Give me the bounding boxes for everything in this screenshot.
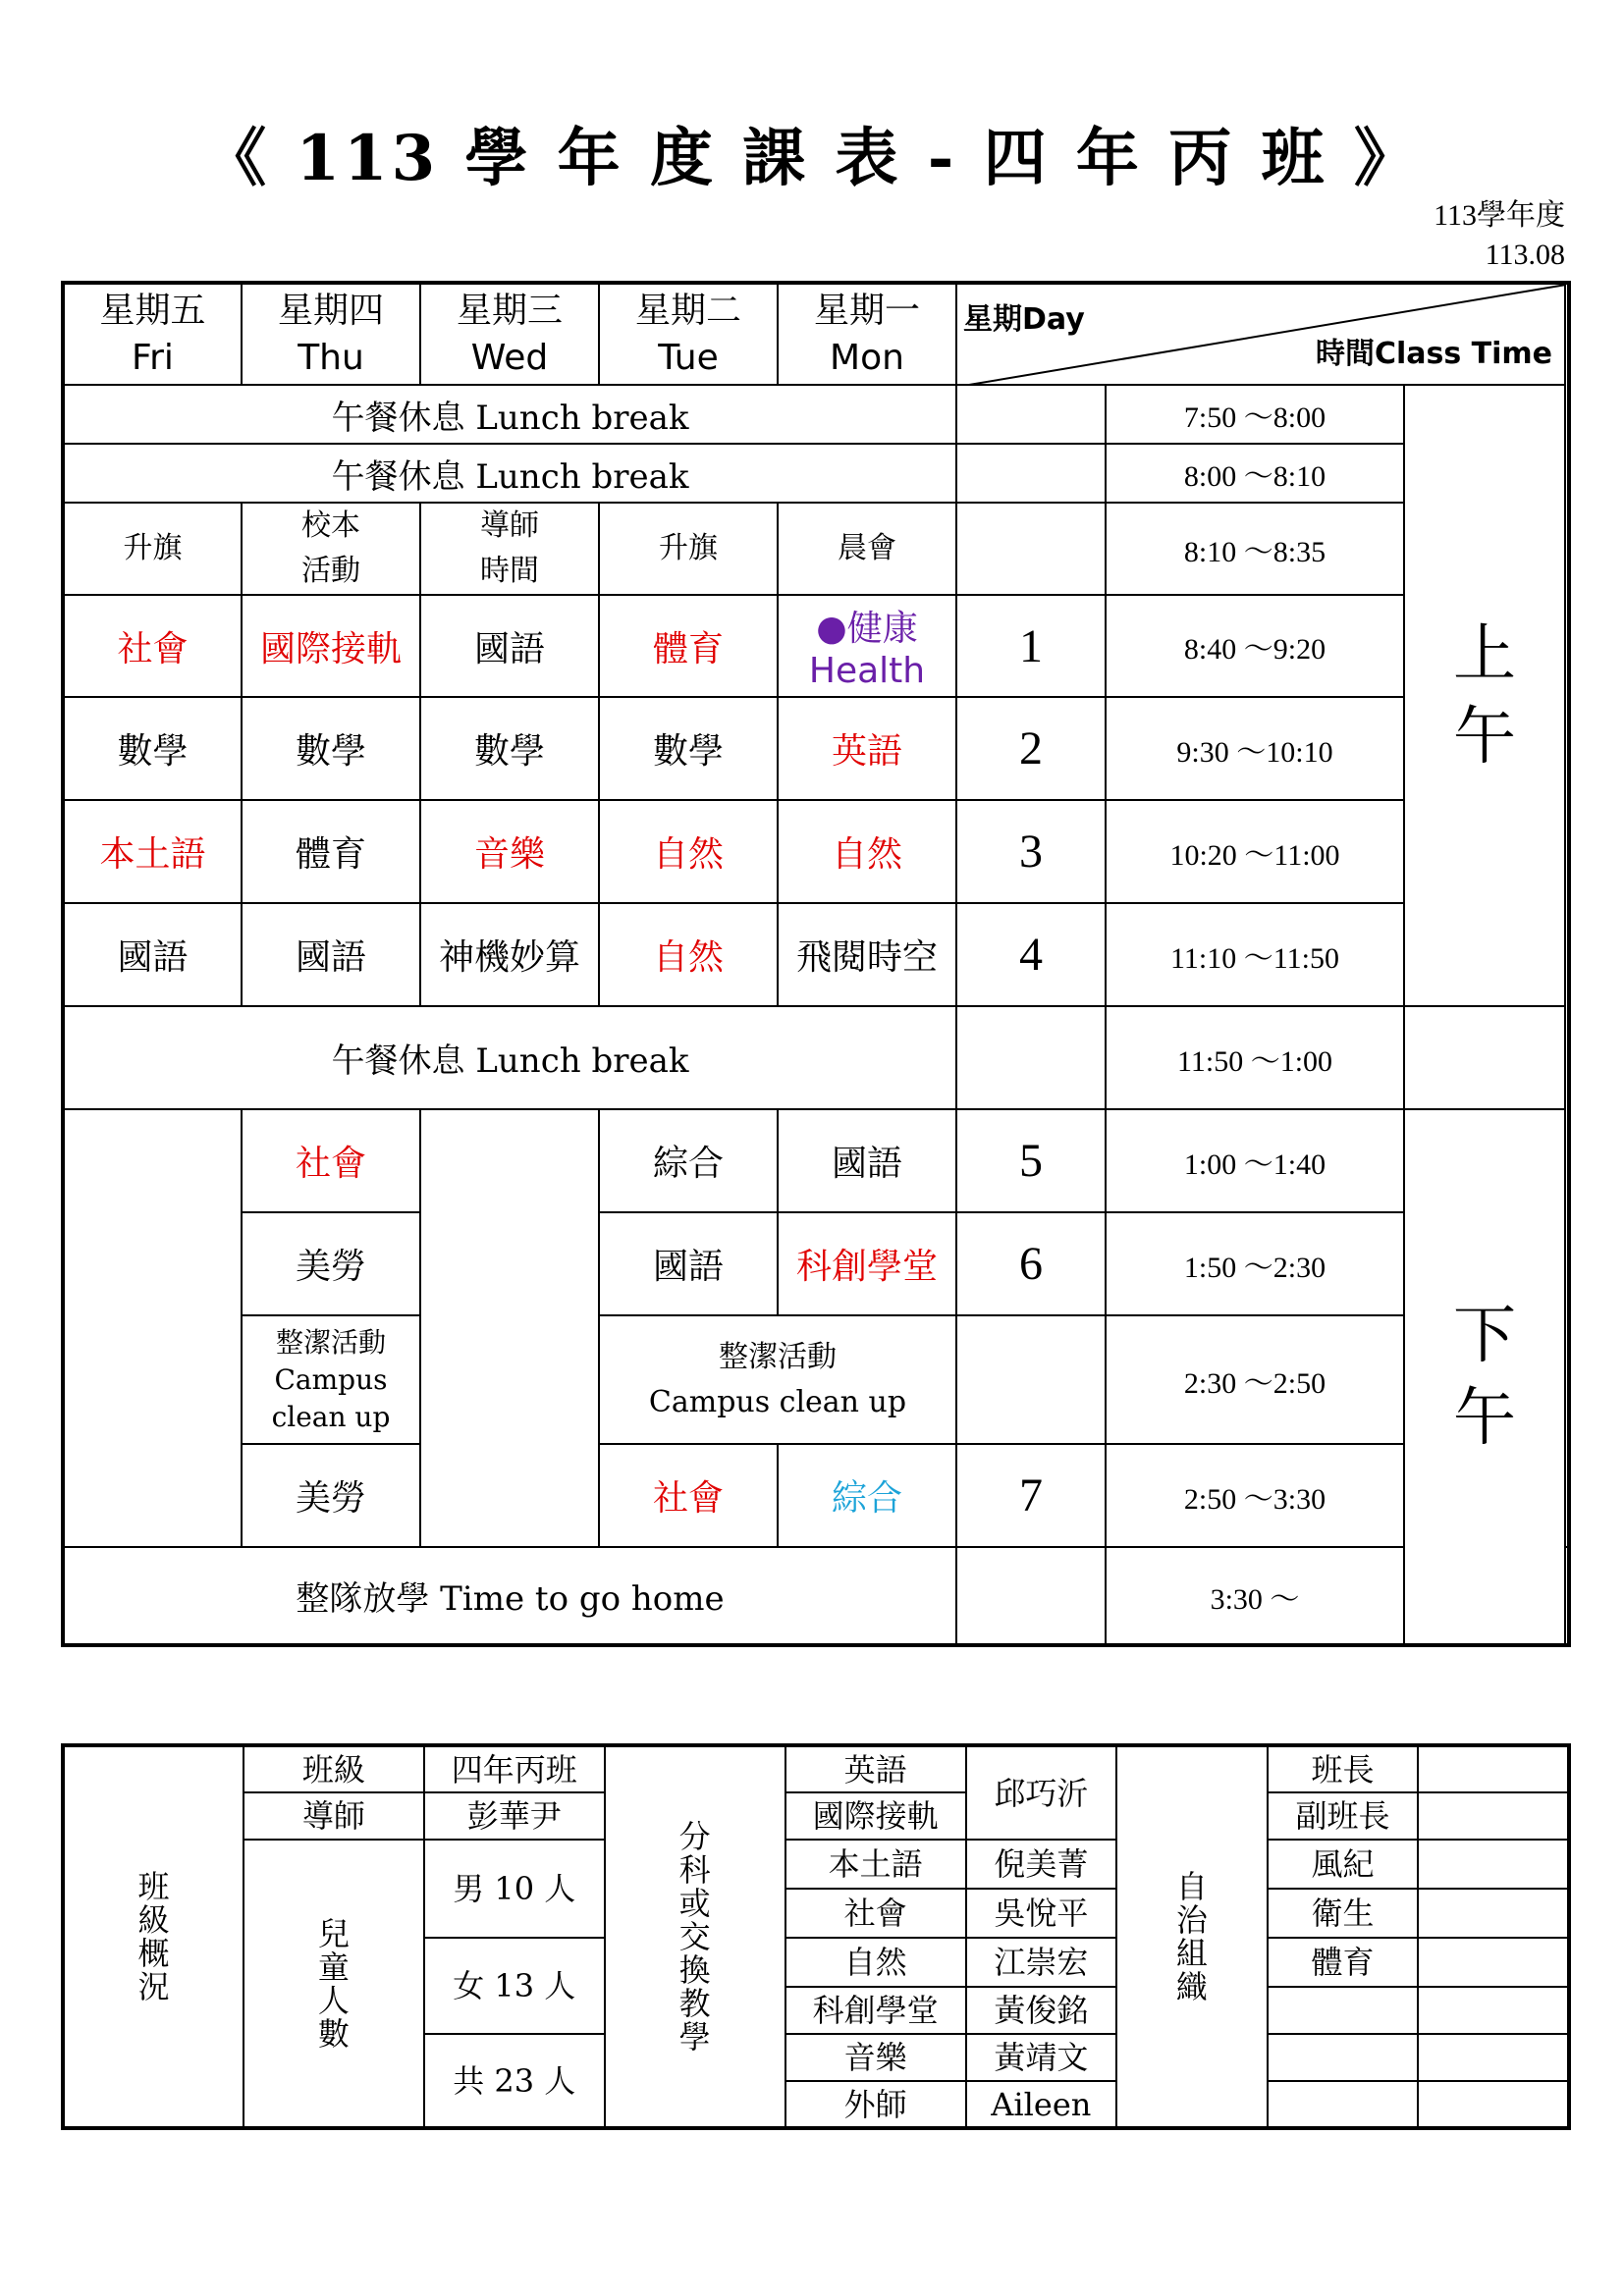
corner-time-label: 時間Class Time: [1315, 337, 1553, 371]
cell-tue: 升旗: [599, 503, 778, 595]
cell-mon: 國語: [778, 1109, 956, 1212]
day-header-mon: 星期一 Mon: [778, 283, 956, 385]
role-value: [1418, 1792, 1569, 1840]
period-row-3: [63, 800, 1569, 903]
lunch-break-cell: 午餐休息 Lunch break: [63, 1006, 956, 1109]
subject-name: 科創學堂: [785, 1987, 966, 2034]
lunch-row-2: [63, 444, 1569, 503]
subject-teacher: 倪美菁: [966, 1840, 1117, 1889]
period-number: 4: [956, 903, 1106, 1006]
cell-wed: 音樂: [420, 800, 599, 903]
cell-thu: 數學: [242, 697, 420, 800]
subject-teacher: 吳悅平: [966, 1889, 1117, 1938]
period-row-2: [63, 697, 1569, 800]
role-name: 衛生: [1268, 1889, 1419, 1938]
period-number: 7: [956, 1444, 1106, 1547]
cell-mon: 英語: [778, 697, 956, 800]
time-cell: 8:10 ～8:35: [1106, 503, 1404, 595]
period-number: 1: [956, 595, 1106, 697]
role-value: [1418, 2034, 1569, 2081]
cell-wed: 神機妙算: [420, 903, 599, 1006]
time-cell: 11:10 ～11:50: [1106, 903, 1404, 1006]
schedule-table: [61, 281, 1571, 1647]
subject-teacher: 黃俊銘: [966, 1987, 1117, 2034]
self-gov-label: 自 治 組 織: [1116, 1745, 1268, 2128]
cell-wed: 導師 時間: [420, 503, 599, 595]
cell-fri: 國語: [63, 903, 242, 1006]
subject-teacher: Aileen: [966, 2081, 1117, 2128]
period-number: 5: [956, 1109, 1106, 1212]
page-title: 《 113 學 年 度 課 表 - 四 年 丙 班 》: [203, 122, 1421, 195]
cell-tue: 綜合: [599, 1109, 778, 1212]
day-header-fri: 星期五 Fri: [63, 283, 242, 385]
subject-name: 外師: [785, 2081, 966, 2128]
afternoon-label: 下 午: [1404, 1109, 1565, 1645]
info-row-2: [63, 1792, 1569, 1840]
subject-name: 國際接軌: [785, 1792, 966, 1840]
time-cell: 2:50 ～3:30: [1106, 1444, 1404, 1547]
role-value: [1418, 1987, 1569, 2034]
cell-tue: 國語: [599, 1212, 778, 1315]
period-cell: [956, 1547, 1106, 1645]
period-cell: [956, 385, 1106, 444]
role-value: [1418, 1840, 1569, 1889]
class-value: 四年丙班: [424, 1745, 605, 1792]
time-cell: 10:20 ～11:00: [1106, 800, 1404, 903]
time-cell: 1:50 ～2:30: [1106, 1212, 1404, 1315]
time-cell: 2:30 ～2:50: [1106, 1315, 1404, 1444]
time-cell: 3:30 ～: [1106, 1547, 1404, 1645]
blank-cell: [1565, 1547, 1569, 1645]
cell-fri: 本土語: [63, 800, 242, 903]
role-value: [1418, 2081, 1569, 2128]
class-overview-label: 班 級 概 況: [63, 1745, 244, 2128]
cell-tue: 數學: [599, 697, 778, 800]
period-number: 2: [956, 697, 1106, 800]
class-info-table: [61, 1743, 1571, 2130]
total-count: 共 23 人: [424, 2034, 605, 2128]
cell-thu: 美勞: [242, 1444, 420, 1547]
cleanup-row: [63, 1315, 1569, 1444]
subject-teaching-label: 分 科 或 交 換 教 學: [605, 1745, 785, 2128]
boys-count: 男 10 人: [424, 1840, 605, 1938]
role-value: [1418, 1938, 1569, 1987]
subject-name: 本土語: [785, 1840, 966, 1889]
time-cell: 8:40 ～9:20: [1106, 595, 1404, 697]
cell-wed: 數學: [420, 697, 599, 800]
cell-mon: 晨會: [778, 503, 956, 595]
role-name: 副班長: [1268, 1792, 1419, 1840]
cell-tue: 自然: [599, 800, 778, 903]
role-name: 風紀: [1268, 1840, 1419, 1889]
subject-teacher: 邱巧沂: [966, 1745, 1117, 1840]
lunch-break-cell: 午餐休息 Lunch break: [63, 385, 956, 444]
period-row-6: [63, 1212, 1569, 1315]
cell-fri: 數學: [63, 697, 242, 800]
period-row-5: [63, 1109, 1569, 1212]
cell-thu: 國語: [242, 903, 420, 1006]
cell-thu: 美勞: [242, 1212, 420, 1315]
role-name: 班長: [1268, 1745, 1419, 1792]
subject-teacher: 黃靖文: [966, 2034, 1117, 2081]
cell-thu: 國際接軌: [242, 595, 420, 697]
day-header-wed: 星期三 Wed: [420, 283, 599, 385]
morning-assembly-row: [63, 503, 1569, 595]
day-header-thu: 星期四 Thu: [242, 283, 420, 385]
version-date: 113.08: [1485, 239, 1565, 271]
period-cell: [956, 503, 1106, 595]
period-number: 3: [956, 800, 1106, 903]
time-cell: 7:50 ～8:00: [1106, 385, 1404, 444]
role-name: [1268, 2034, 1419, 2081]
role-value: [1418, 1889, 1569, 1938]
morning-label: 上 午: [1404, 385, 1565, 1006]
cell-thu: 整潔活動 Campus clean up: [242, 1315, 420, 1444]
cell-mon: 自然: [778, 800, 956, 903]
blank-cell: [1404, 1006, 1565, 1109]
time-cell: 8:00 ～8:10: [1106, 444, 1404, 503]
role-name: [1268, 1987, 1419, 2034]
teacher-label: 導師: [244, 1792, 424, 1840]
cell-fri: [63, 1109, 242, 1547]
lunch-row-1: [63, 385, 1569, 444]
cell-thu: 體育: [242, 800, 420, 903]
corner-header: [956, 283, 1565, 385]
cell-tue: 自然: [599, 903, 778, 1006]
subject-name: 英語: [785, 1745, 966, 1792]
role-name: 體育: [1268, 1938, 1419, 1987]
dismissal-row: [63, 1547, 1569, 1645]
class-label: 班級: [244, 1745, 424, 1792]
cell-wed: [420, 1109, 599, 1547]
cell-fri: 升旗: [63, 503, 242, 595]
period-row-7: [63, 1444, 1569, 1547]
day-header-tue: 星期二 Tue: [599, 283, 778, 385]
cell-mon: 綜合: [778, 1444, 956, 1547]
period-cell: [956, 1006, 1106, 1109]
children-count-label: 兒 童 人 數: [244, 1840, 424, 2128]
role-name: [1268, 2081, 1419, 2128]
version-year: 113學年度: [1434, 199, 1565, 232]
info-row-3: [63, 1840, 1569, 1889]
subject-name: 自然: [785, 1938, 966, 1987]
period-cell: [956, 444, 1106, 503]
corner-day-label: 星期Day: [963, 302, 1085, 337]
cell-mon: 飛閱時空: [778, 903, 956, 1006]
subject-name: 音樂: [785, 2034, 966, 2081]
period-row-1: [63, 595, 1569, 697]
lunch-row-3: [63, 1006, 1569, 1109]
period-row-4: [63, 903, 1569, 1006]
period-cell: [956, 1315, 1106, 1444]
subject-name: 社會: [785, 1889, 966, 1938]
info-row-1: [63, 1745, 1569, 1792]
period-number: 6: [956, 1212, 1106, 1315]
time-cell: 9:30 ～10:10: [1106, 697, 1404, 800]
cell-mon: 科創學堂: [778, 1212, 956, 1315]
dismissal-cell: 整隊放學 Time to go home: [63, 1547, 956, 1645]
cell-mon: ●健康 Health: [778, 595, 956, 697]
cleanup-cell: 整潔活動 Campus clean up: [599, 1315, 956, 1444]
cell-wed: 國語: [420, 595, 599, 697]
header-row: [63, 283, 1569, 385]
cell-tue: 體育: [599, 595, 778, 697]
version-info: [1434, 196, 1565, 275]
cell-tue: 社會: [599, 1444, 778, 1547]
time-cell: 11:50 ～1:00: [1106, 1006, 1404, 1109]
time-cell: 1:00 ～1:40: [1106, 1109, 1404, 1212]
role-value: [1418, 1745, 1569, 1792]
girls-count: 女 13 人: [424, 1938, 605, 2034]
lunch-break-cell: 午餐休息 Lunch break: [63, 444, 956, 503]
cell-thu: 校本 活動: [242, 503, 420, 595]
cell-fri: 社會: [63, 595, 242, 697]
teacher-value: 彭華尹: [424, 1792, 605, 1840]
cell-thu: 社會: [242, 1109, 420, 1212]
subject-teacher: 江崇宏: [966, 1938, 1117, 1987]
